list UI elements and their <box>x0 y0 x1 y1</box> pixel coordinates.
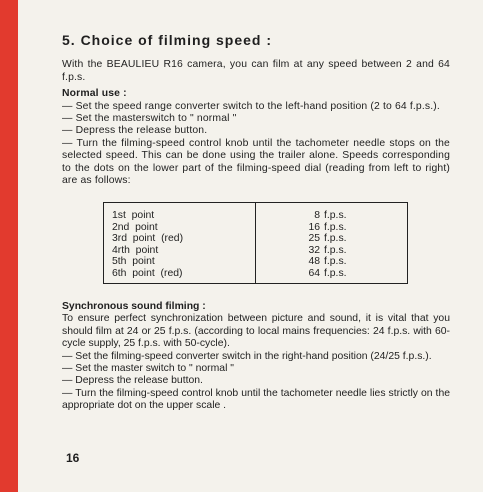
speed-table <box>103 202 408 284</box>
speed-unit: f.p.s. <box>324 256 347 268</box>
normal-step-3: — Depress the release button. <box>62 125 208 137</box>
speed-value: 25 <box>308 233 320 245</box>
table-row-point: 1st point <box>112 210 155 221</box>
red-edge-band <box>0 0 18 492</box>
speed-value: 64 <box>308 267 320 279</box>
table-row-point: 3rd point (red) <box>112 233 184 245</box>
sync-step-3: — Depress the release button. <box>62 375 203 387</box>
table-row-speed <box>256 256 407 268</box>
table-row-point: 5th point <box>112 256 155 268</box>
normal-use-title: Normal use : <box>62 88 127 100</box>
table-row-point: 2nd point <box>112 221 158 233</box>
sync-step-4: — Turn the filming-speed control knob until the tachometer needle lies strictly on the appropriate dot on the upper scale . <box>62 387 450 412</box>
table-row-speed <box>256 210 407 222</box>
normal-step-1: — Set the speed range converter switch to the left-hand position (2 to 64 f.p.s.). <box>62 100 440 112</box>
table-row-speed <box>256 222 407 234</box>
table-row-speed <box>256 245 407 257</box>
normal-step-2: — Set the masterswitch to " normal " <box>62 113 237 125</box>
page-number: 16 <box>66 451 80 465</box>
section-heading: 5. Choice of filming speed : <box>62 32 273 48</box>
speed-unit: f.p.s. <box>324 267 347 279</box>
table-row-point: 6th point (red) <box>112 267 183 279</box>
speed-table-points <box>104 203 256 283</box>
normal-step-4: — Turn the filming-speed control knob until the tachometer needle stops on the selected speed. This can be done using the trailer alone. Speeds corresponding to the dots on the lower part of the filming-speed dial (reading from left to right) are as follows: <box>62 137 450 187</box>
speed-table-speeds <box>256 203 407 283</box>
page-body <box>62 34 450 187</box>
speed-value: 8 <box>314 210 320 221</box>
speed-value: 32 <box>308 244 320 256</box>
table-row-point: 4rth point <box>112 244 159 256</box>
sync-paragraph: To ensure perfect synchronization between picture and sound, it is vital that you should film at 24 or 25 f.p.s. (according to local mains frequencies: 24 f.p.s. with 60-cycle supply, 25 f.p.s. with 50-cycle). <box>62 313 450 350</box>
sync-section <box>62 299 450 413</box>
table-row-speed <box>256 268 407 280</box>
speed-unit: f.p.s. <box>324 233 347 245</box>
speed-value: 48 <box>308 256 320 268</box>
intro-paragraph: With the BEAULIEU R16 camera, you can film at any speed between 2 and 64 f.p.s. <box>62 59 450 83</box>
speed-unit: f.p.s. <box>324 221 347 233</box>
speed-unit: f.p.s. <box>324 244 347 256</box>
sync-step-2: — Set the master switch to " normal " <box>62 363 234 375</box>
speed-unit: f.p.s. <box>324 210 347 221</box>
table-row-speed <box>256 233 407 245</box>
speed-value: 16 <box>308 221 320 233</box>
sync-title: Synchronous sound filming : <box>62 301 206 312</box>
sync-step-1: — Set the filming-speed converter switch in the right-hand position (24/25 f.p.s.). <box>62 350 432 362</box>
